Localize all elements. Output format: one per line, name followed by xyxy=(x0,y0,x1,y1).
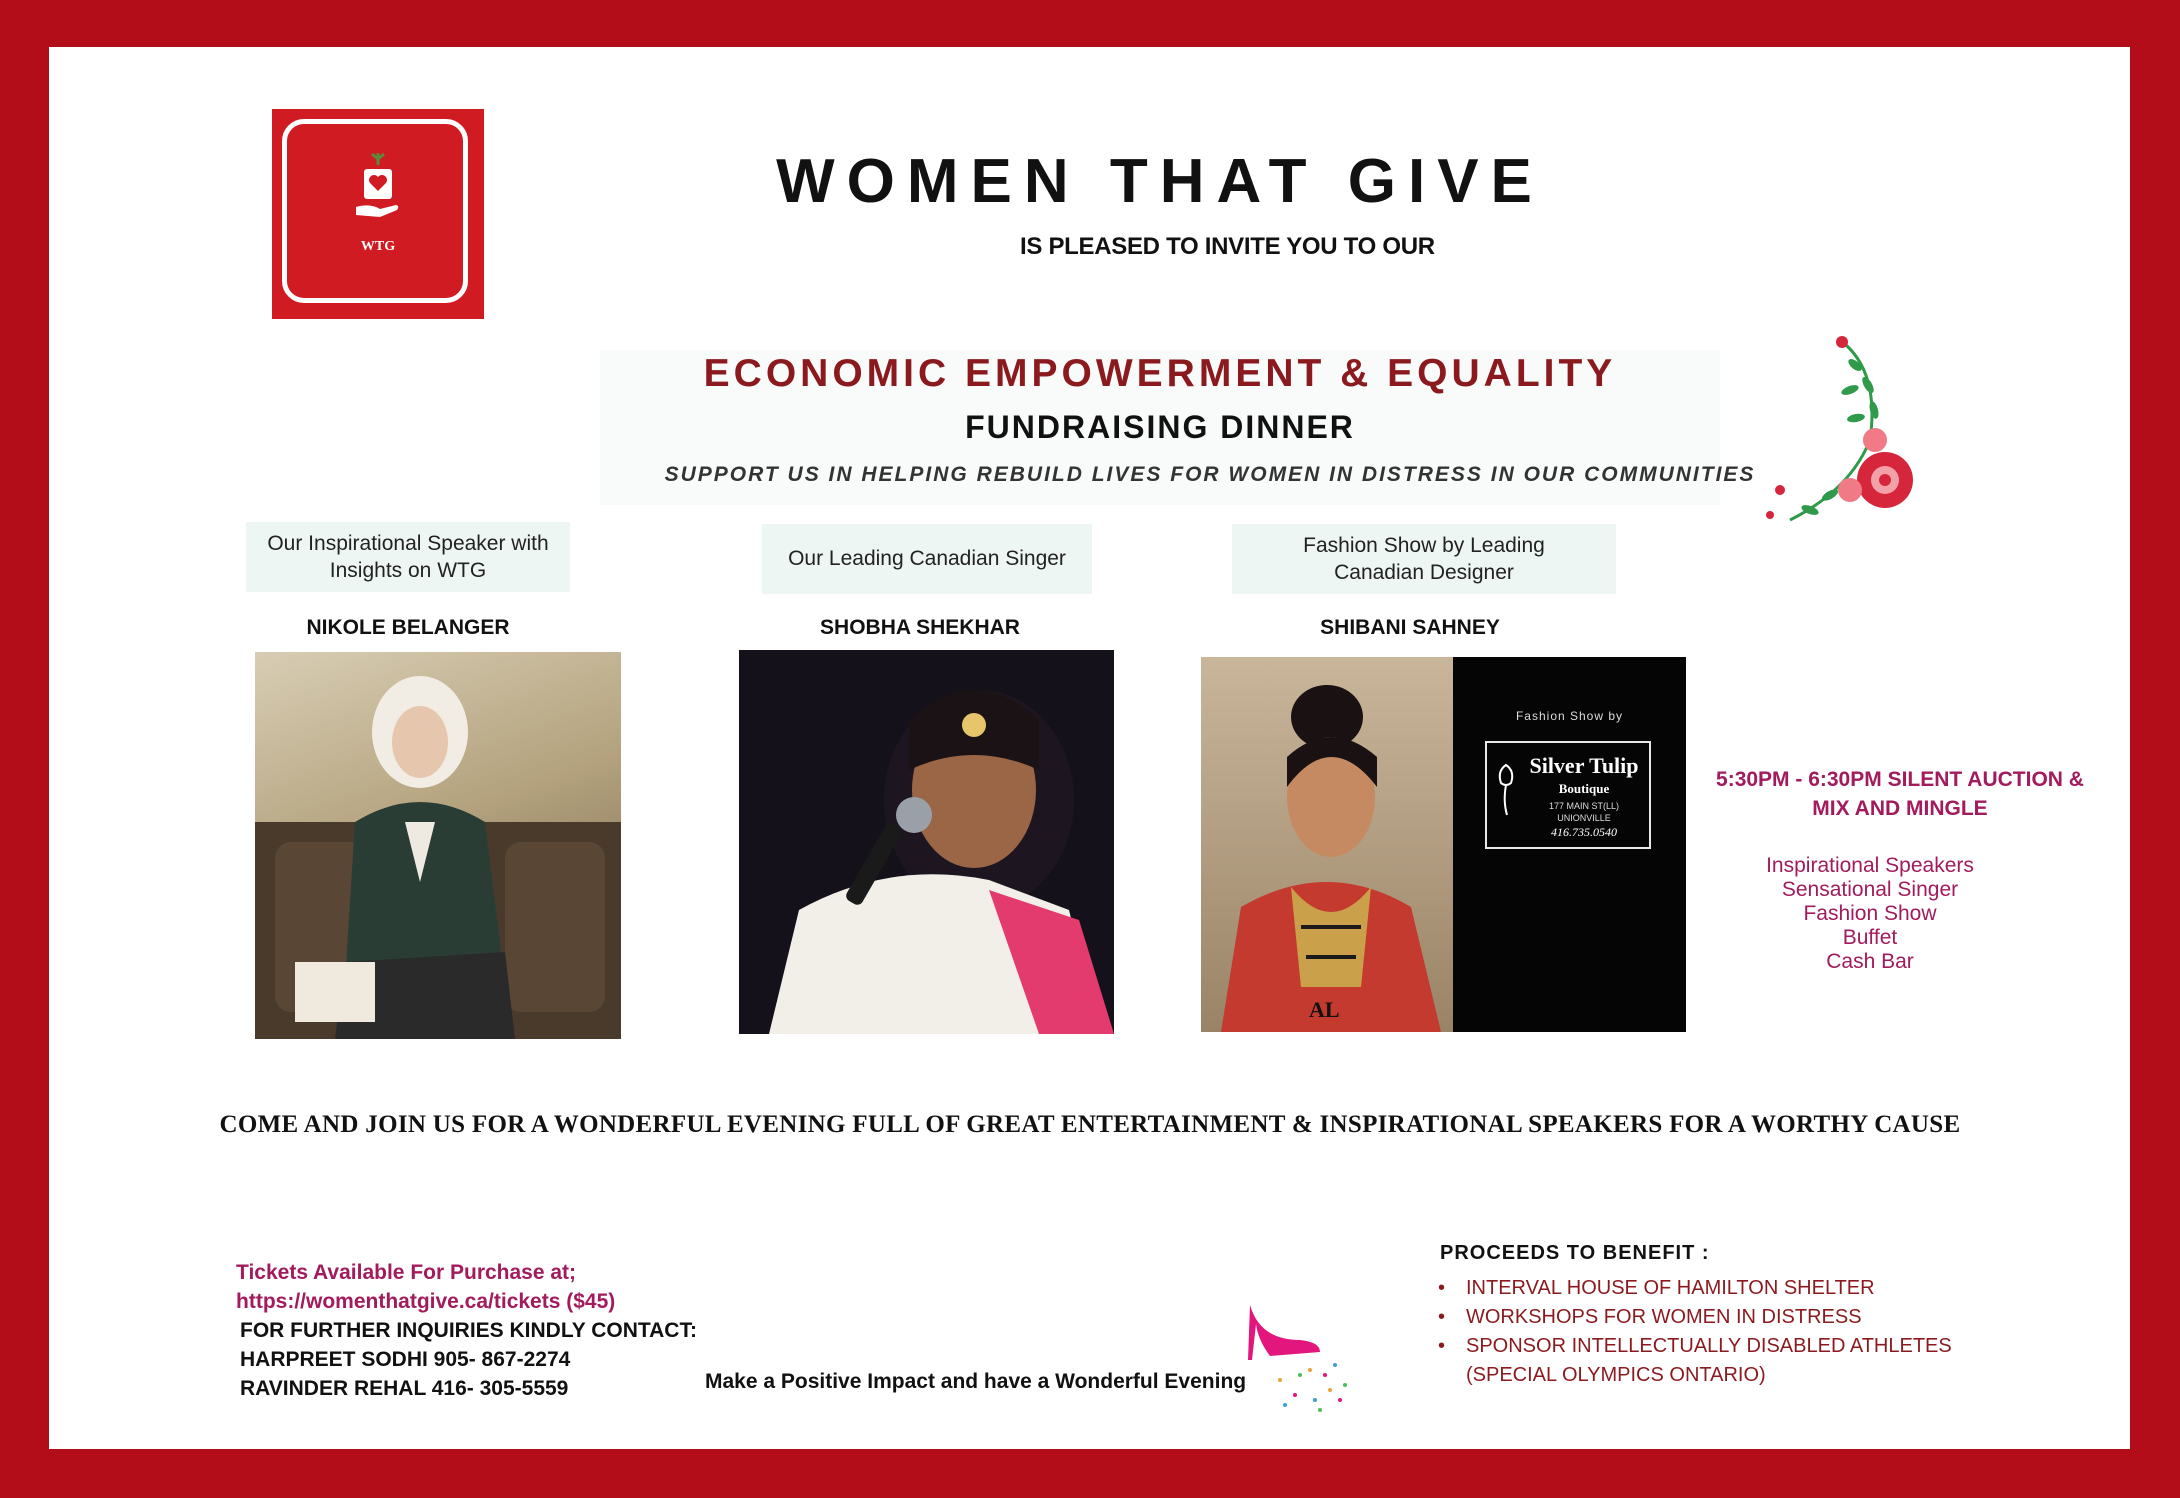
boutique-panel xyxy=(1453,657,1686,1032)
designer-name: SHIBANI SAHNEY xyxy=(1320,616,1500,639)
tulip-icon xyxy=(1493,757,1519,817)
singer-role-pill xyxy=(762,524,1092,594)
proceeds-item: WORKSHOPS FOR WOMEN IN DISTRESS xyxy=(1466,1306,1862,1328)
singer-role-line1: Our Leading Canadian Singer xyxy=(788,547,1066,571)
boutique-address: 177 MAIN ST(LL) xyxy=(1548,801,1620,811)
boutique-city: UNIONVILLE xyxy=(1557,813,1611,823)
bullet-icon: • xyxy=(1438,1335,1446,1357)
designer-role-line1: Fashion Show by Leading xyxy=(1303,533,1545,557)
speaker-role-line1: Our Inspirational Speaker with xyxy=(267,531,549,555)
speaker-photo xyxy=(255,652,621,1039)
boutique-name: Silver Tulip xyxy=(1529,753,1639,778)
contact-ravinder: RAVINDER REHAL 416- 305-5559 xyxy=(240,1377,569,1400)
high-heel-icon xyxy=(1240,1300,1360,1420)
list-item: Cash Bar xyxy=(1826,950,1914,973)
page-title: WOMEN THAT GIVE xyxy=(776,147,1544,216)
heart-in-hand-icon xyxy=(350,149,406,229)
boutique-caption: Fashion Show by xyxy=(1515,709,1624,723)
boutique-phone: 416.735.0540 xyxy=(1551,825,1617,839)
proceeds-heading: PROCEEDS TO BENEFIT : xyxy=(1440,1242,1710,1264)
proceeds-item: SPONSOR INTELLECTUALLY DISABLED ATHLETES xyxy=(1466,1335,1952,1357)
logo-text: WTG xyxy=(360,239,396,254)
tickets-info xyxy=(236,1258,697,1403)
tickets-label: Tickets Available For Purchase at; xyxy=(236,1261,577,1284)
impact-text: Make a Positive Impact and have a Wonderful Evening xyxy=(705,1370,1247,1393)
boutique-logo-box xyxy=(1485,741,1651,849)
boutique-type: Boutique xyxy=(1558,781,1610,796)
proceeds-item: (SPECIAL OLYMPICS ONTARIO) xyxy=(1466,1364,1766,1386)
list-item: Buffet xyxy=(1842,926,1898,949)
bullet-icon: • xyxy=(1438,1277,1446,1299)
speaker-role-line2: Insights on WTG xyxy=(329,559,487,582)
contact-harpreet: HARPREET SODHI 905- 867-2274 xyxy=(240,1348,571,1371)
designer-role-pill xyxy=(1232,524,1616,594)
singer-name: SHOBHA SHEKHAR xyxy=(820,616,1020,639)
list-item xyxy=(1438,1274,1952,1303)
inquiries-label: FOR FURTHER INQUIRIES KINDLY CONTACT: xyxy=(240,1319,697,1342)
designer-photo xyxy=(1201,657,1686,1032)
page-subtitle: IS PLEASED TO INVITE YOU TO OUR xyxy=(1020,233,1435,260)
list-item xyxy=(1438,1303,1952,1332)
designer-portrait xyxy=(1201,657,1453,1032)
singer-photo xyxy=(739,650,1114,1034)
list-item: Inspirational Speakers xyxy=(1766,854,1974,877)
floral-decoration xyxy=(1750,330,1940,530)
speaker-role-pill xyxy=(246,522,570,592)
bullet-icon: • xyxy=(1438,1306,1446,1328)
list-item xyxy=(1438,1361,1952,1390)
proceeds-item: INTERVAL HOUSE OF HAMILTON SHELTER xyxy=(1466,1277,1875,1299)
speaker-name: NIKOLE BELANGER xyxy=(306,616,510,639)
event-title: ECONOMIC EMPOWERMENT & EQUALITY xyxy=(703,352,1617,395)
event-tagline: SUPPORT US IN HELPING REBUILD LIVES FOR WOMEN IN DISTRESS IN OUR COMMUNITIES xyxy=(664,463,1756,486)
list-item xyxy=(1438,1332,1952,1361)
schedule-time-line2: MIX AND MINGLE xyxy=(1812,797,1988,820)
join-banner: COME AND JOIN US FOR A WONDERFUL EVENING FULL OF GREAT ENTERTAINMENT & INSPIRATIONAL SPEAKERS FOR A WORTHY CAUSE xyxy=(219,1111,1961,1138)
schedule-time-line1: 5:30PM - 6:30PM SILENT AUCTION & xyxy=(1716,768,2084,791)
event-subtitle: FUNDRAISING DINNER xyxy=(965,409,1355,445)
designer-mark: AL xyxy=(1309,997,1340,1022)
schedule-time xyxy=(1690,765,2110,823)
proceeds-list xyxy=(1438,1274,1952,1390)
list-item: Sensational Singer xyxy=(1781,878,1959,901)
tickets-link[interactable]: https://womenthatgive.ca/tickets ($45) xyxy=(236,1290,616,1313)
designer-role-line2: Canadian Designer xyxy=(1334,561,1514,584)
schedule-list xyxy=(1690,854,2050,974)
wtg-logo xyxy=(272,109,484,319)
list-item: Fashion Show xyxy=(1803,902,1937,925)
